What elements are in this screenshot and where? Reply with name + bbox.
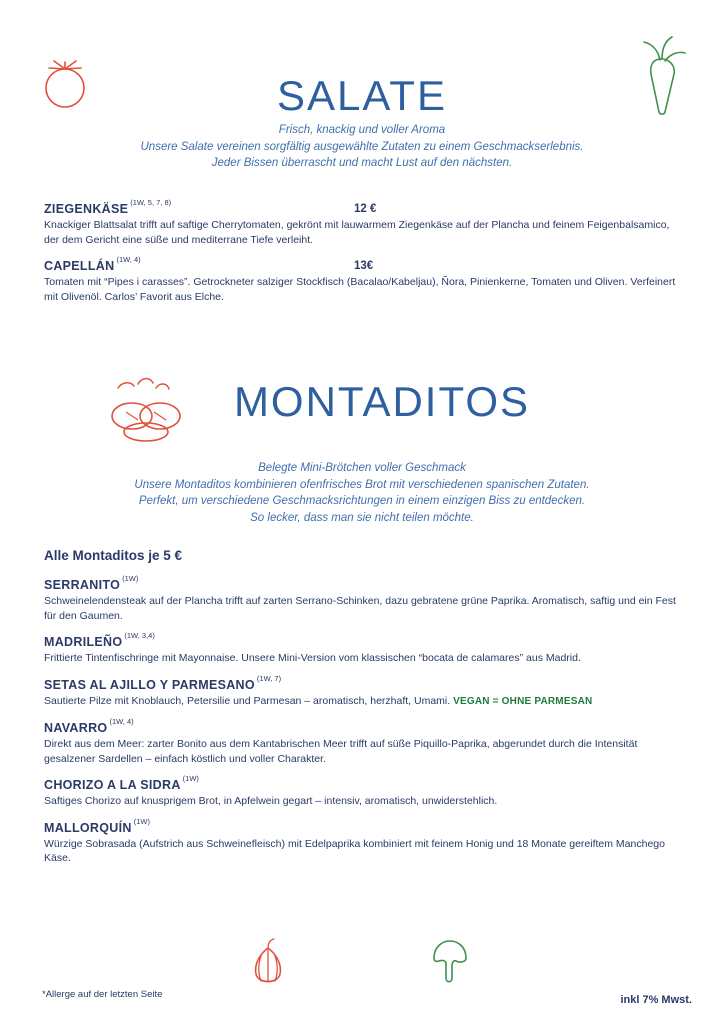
menu-items-salate xyxy=(44,198,684,316)
menu-item-price: 13€ xyxy=(354,260,374,272)
menu-item xyxy=(44,198,684,247)
section-title-montaditos: MONTADITOS xyxy=(233,378,531,425)
menu-item-description: Saftiges Chorizo auf knusprigem Brot, in Apfelwein gegart – intensiv, aromatisch, unwiderstehlich. xyxy=(44,795,498,807)
menu-item-header xyxy=(44,631,684,649)
menu-item-description: Tomaten mit “Pipes i carasses”. Getrockneter salziger Stockfisch (Bacalao/Kabeljau), Ñora, Pinienkerne, Tomaten und Oliven. Verfeinert mit Olivenöl. Carlos’ Favorit aus Elche. xyxy=(44,276,676,303)
menu-item-allergens: (1W) xyxy=(122,574,139,583)
menu-item-allergens: (1W, 4) xyxy=(116,255,141,264)
menu-items-montaditos xyxy=(44,574,684,878)
mushroom-icon xyxy=(430,938,470,986)
menu-item-description xyxy=(44,694,684,710)
menu-item xyxy=(44,717,684,766)
menu-item-description: Direkt aus dem Meer: zarter Bonito aus dem Kantabrischen Meer trifft auf süße Piquillo-Paprika, abgerundet durch die Intensität gesalzener Sardellen – einfach köstlich und voller Charakter. xyxy=(44,738,638,765)
subtitle-line: Perfekt, um verschiedene Geschmacksrichtungen in einem einzigen Biss zu entdecken. xyxy=(138,495,586,507)
montaditos-all-price: Alle Montaditos je 5 € xyxy=(44,548,183,563)
menu-item-allergens: (1W, 5, 7, 8) xyxy=(130,198,172,207)
menu-item-name: NAVARRO xyxy=(44,721,108,735)
subtitle-line: Belegte Mini-Brötchen voller Geschmack xyxy=(258,462,466,474)
menu-item-description-text: Sautierte Pilze mit Knoblauch, Petersilie und Parmesan – aromatisch, herzhaft, Umami. xyxy=(44,694,454,707)
subtitle-line: Frisch, knackig und voller Aroma xyxy=(278,124,446,136)
menu-item-allergens: (1W, 7) xyxy=(256,673,282,683)
section-subtitle-salate xyxy=(0,122,724,172)
menu-item-description: Knackiger Blattsalat trifft auf saftige Cherrytomaten, gekrönt mit lauwarmem Ziegenkäse auf der Plancha und feinem Feigenbalsamico, der dem Gericht eine süße und mediterrane Tiefe verleiht. xyxy=(44,219,670,246)
allergen-footnote: *Allerge auf der letzten Seite xyxy=(42,989,163,1000)
menu-item-description: Würzige Sobrasada (Aufstrich aus Schweinefleisch) mit Edelpaprika kombiniert mit feinem Honig und 18 Monate gereiftem Manchego Käse. xyxy=(44,837,665,864)
menu-item xyxy=(44,774,684,809)
section-subtitle-montaditos xyxy=(0,460,724,526)
section-title-salate: SALATE xyxy=(277,72,447,119)
menu-item-description: Schweinelendensteak auf der Plancha trifft auf zarten Serrano-Schinken, dazu gebratene grüne Paprika. Aromatisch, saftig und ein Fest für den Gaumen. xyxy=(44,595,676,622)
subtitle-line: Jeder Bissen überrascht und macht Lust auf den nächsten. xyxy=(211,157,513,169)
subtitle-line: Unsere Salate vereinen sorgfältig ausgewählte Zutaten zu einem Geschmackserlebnis. xyxy=(140,140,584,153)
menu-item-name: ZIEGENKÄSE xyxy=(44,202,129,216)
subtitle-line: So lecker, dass man sie nicht teilen möchte. xyxy=(250,511,474,524)
menu-item-name: SERRANITO xyxy=(44,578,121,592)
tax-note: inkl 7% Mwst. xyxy=(620,994,692,1006)
menu-item-allergens: (1W) xyxy=(182,774,199,783)
menu-item xyxy=(44,255,684,304)
menu-item-name: SETAS AL AJILLO Y PARMESANO xyxy=(44,677,255,692)
menu-item-name: MALLORQUÍN xyxy=(44,820,132,835)
menu-item-name: CHORIZO A LA SIDRA xyxy=(44,778,181,792)
menu-item-allergens: (1W) xyxy=(133,816,150,826)
menu-item-allergens: (1W, 4) xyxy=(109,717,134,726)
menu-item-header xyxy=(44,198,684,216)
menu-item-description: Frittierte Tintenfischringe mit Mayonnaise. Unsere Mini-Version vom klassischen “bocata de calamares” aus Madrid. xyxy=(44,652,581,664)
menu-item-header xyxy=(44,574,684,592)
subtitle-line: Unsere Montaditos kombinieren ofenfrisches Brot mit verschiedenen spanischen Zutaten. xyxy=(134,478,590,491)
menu-item xyxy=(44,574,684,623)
menu-item-header xyxy=(44,255,684,273)
menu-item-header xyxy=(44,816,684,835)
menu-item xyxy=(44,631,684,666)
menu-item-header xyxy=(44,673,684,692)
menu-item-name: CAPELLÁN xyxy=(44,259,115,273)
menu-item-header xyxy=(44,717,684,735)
vegan-note: VEGAN = OHNE PARMESAN xyxy=(453,695,593,707)
menu-item-name: MADRILEÑO xyxy=(44,635,123,649)
garlic-icon xyxy=(240,938,296,990)
menu-item xyxy=(44,673,684,710)
menu-item xyxy=(44,816,684,866)
menu-item-header xyxy=(44,774,684,792)
menu-item-price: 12 € xyxy=(354,203,377,215)
menu-item-allergens: (1W, 3,4) xyxy=(124,631,155,640)
